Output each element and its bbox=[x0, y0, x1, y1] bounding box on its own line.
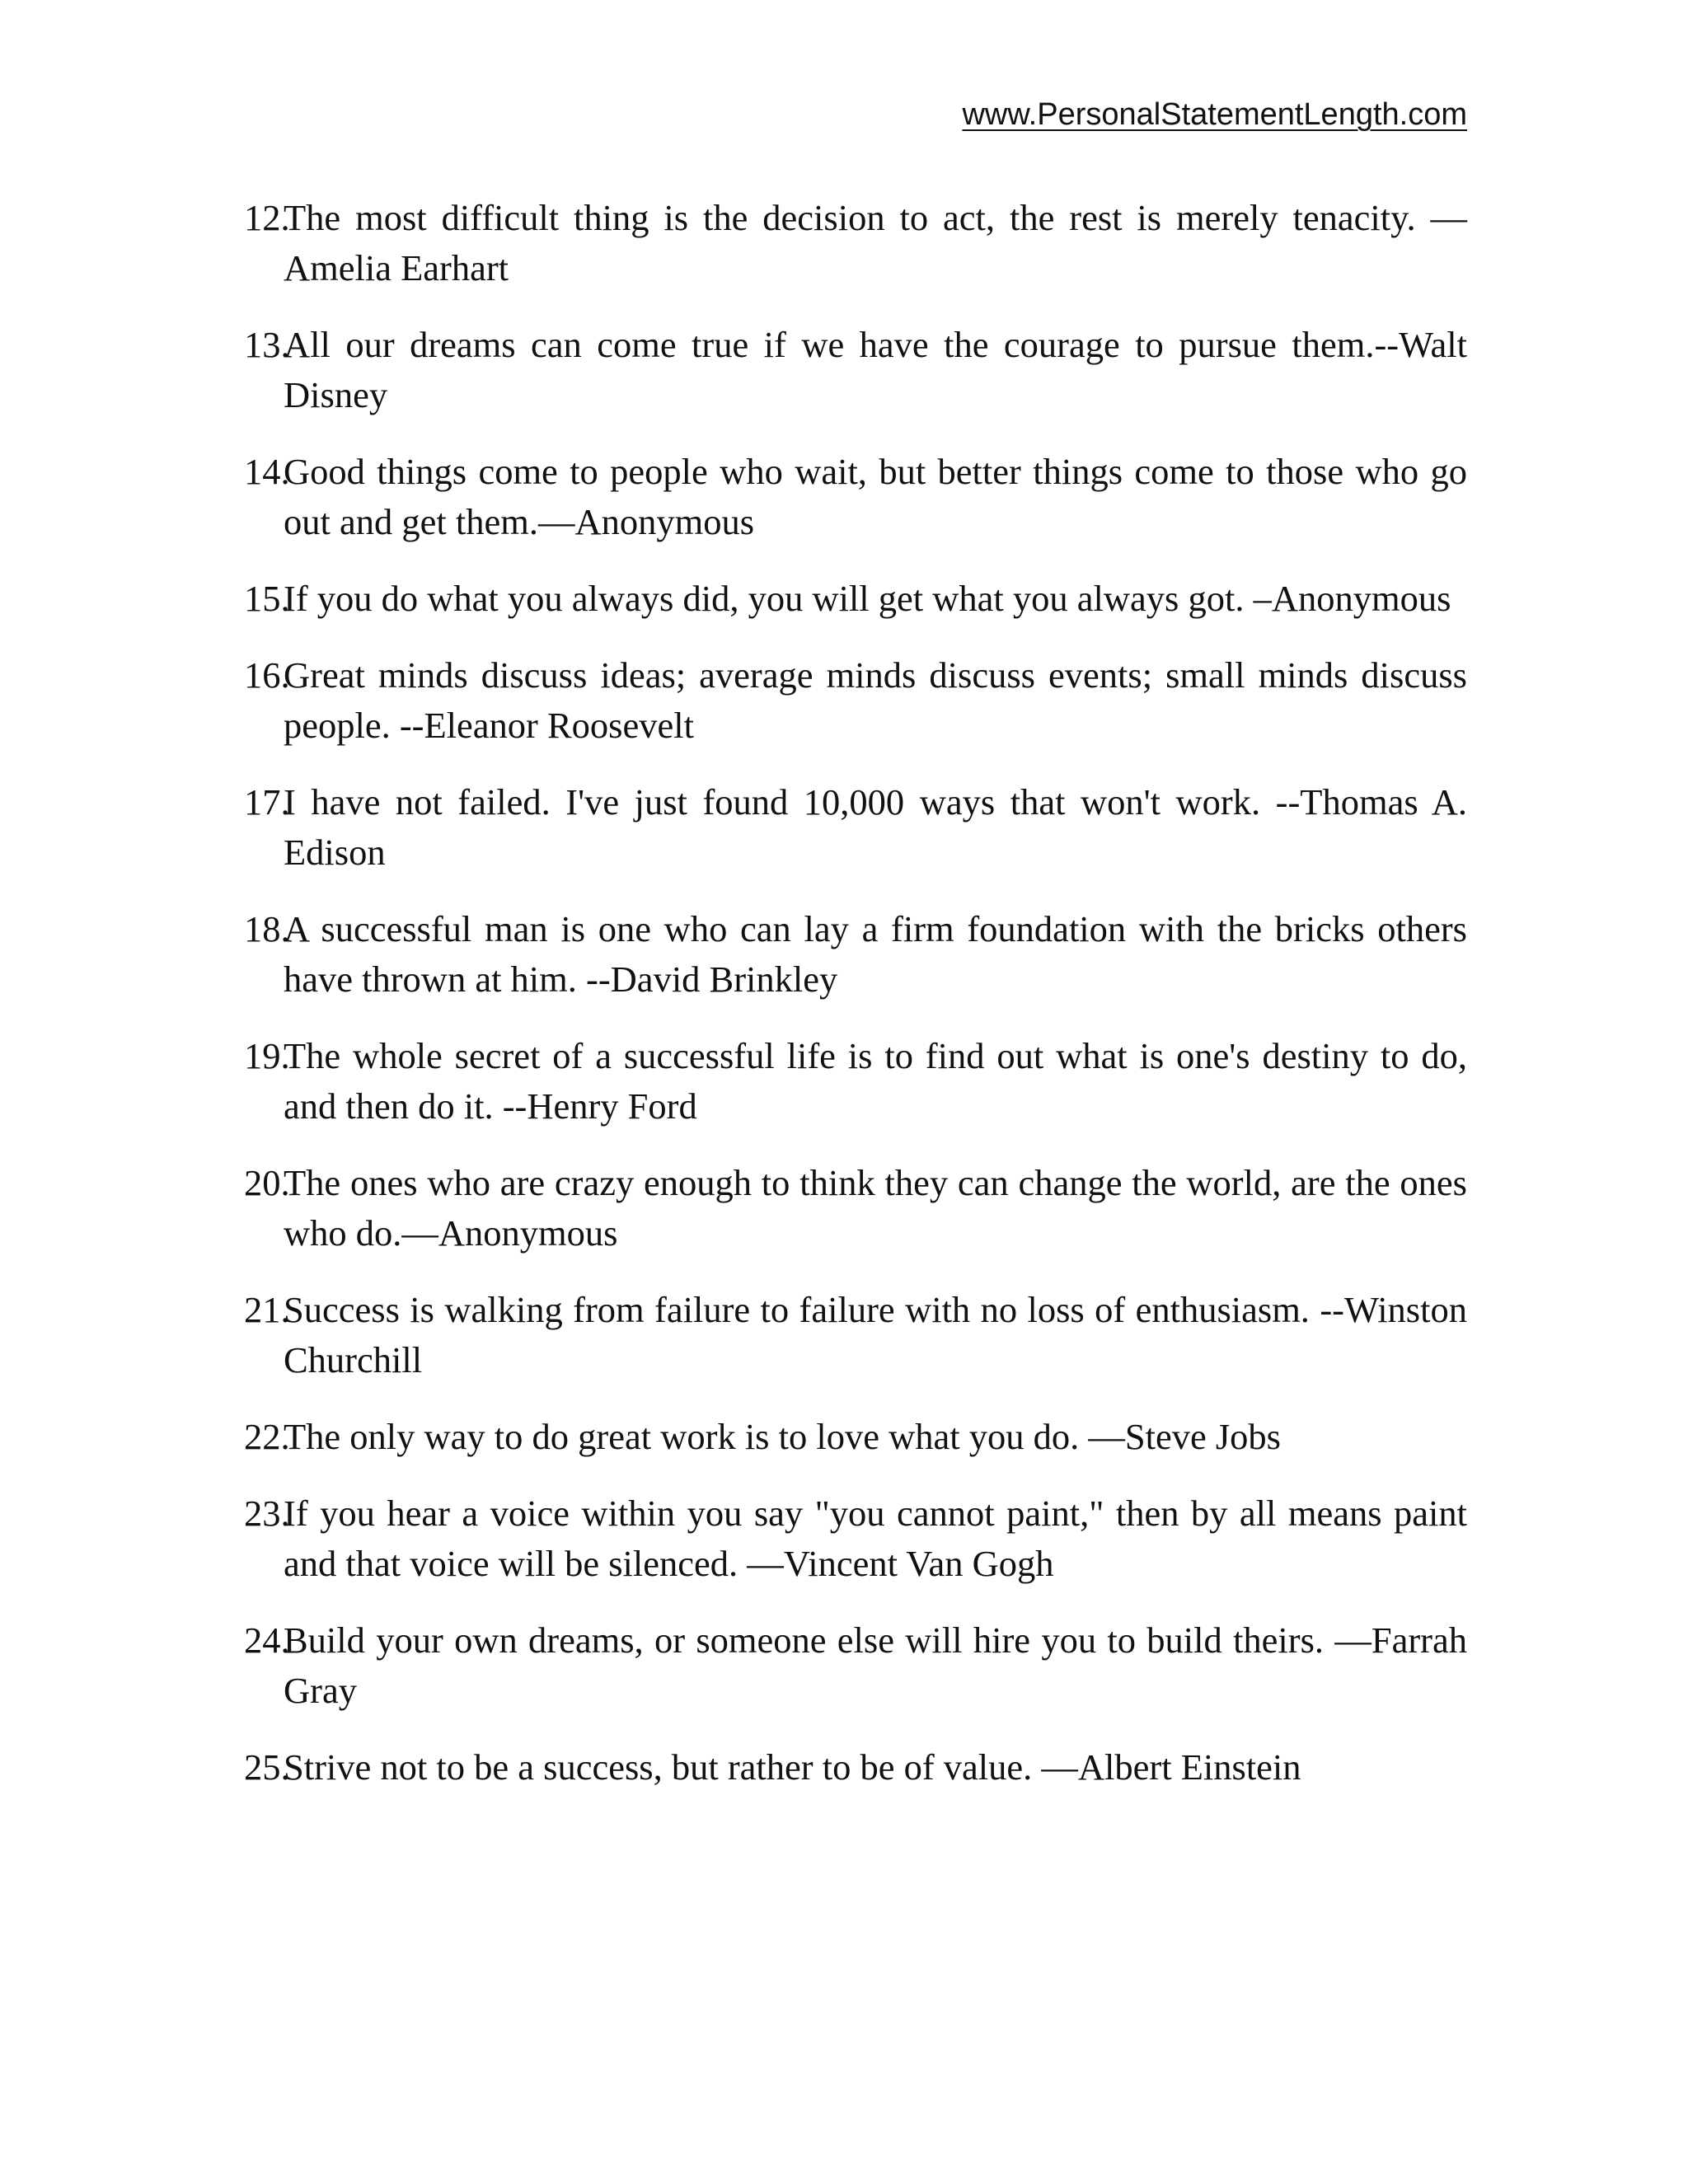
quote-item bbox=[244, 777, 1467, 878]
quote-item bbox=[244, 904, 1467, 1005]
quote-number: 18. bbox=[244, 908, 290, 949]
quote-number: 21. bbox=[244, 1289, 290, 1330]
quote-item bbox=[244, 1488, 1467, 1589]
quote-list bbox=[244, 193, 1467, 1819]
quote-item bbox=[244, 574, 1467, 624]
quote-number: 22. bbox=[244, 1416, 290, 1457]
quote-item bbox=[244, 193, 1467, 293]
quote-item bbox=[244, 1285, 1467, 1385]
quote-text: The only way to do great work is to love what you do. —Steve Jobs bbox=[284, 1416, 1281, 1457]
quote-text: If you hear a voice within you say "you cannot paint," then by all means paint and that voice will be silenced. —Vincent Van Gogh bbox=[284, 1493, 1467, 1584]
site-url-link[interactable]: www.PersonalStatementLength.com bbox=[962, 97, 1467, 132]
quote-text: I have not failed. I've just found 10,000 ways that won't work. --Thomas A. Edison bbox=[284, 781, 1467, 873]
quote-item bbox=[244, 650, 1467, 751]
quote-number: 14. bbox=[244, 451, 290, 492]
quote-text: All our dreams can come true if we have the courage to pursue them.--Walt Disney bbox=[284, 324, 1467, 415]
quote-item bbox=[244, 1031, 1467, 1132]
quote-text: Build your own dreams, or someone else will hire you to build theirs. —Farrah Gray bbox=[284, 1619, 1467, 1711]
quote-number: 23. bbox=[244, 1493, 290, 1534]
quote-item bbox=[244, 447, 1467, 547]
quote-number: 20. bbox=[244, 1162, 290, 1203]
quote-number: 16. bbox=[244, 654, 290, 696]
quote-item bbox=[244, 1615, 1467, 1716]
quote-item bbox=[244, 1158, 1467, 1258]
quote-text: If you do what you always did, you will get what you always got. –Anonymous bbox=[284, 578, 1451, 619]
quote-number: 24. bbox=[244, 1619, 290, 1661]
quote-number: 15. bbox=[244, 578, 290, 619]
quote-item bbox=[244, 1742, 1467, 1793]
quote-number: 12. bbox=[244, 197, 290, 238]
quote-number: 19. bbox=[244, 1035, 290, 1076]
quote-text: The most difficult thing is the decision to act, the rest is merely tenacity. —Amelia Earhart bbox=[284, 197, 1467, 288]
quote-text: Strive not to be a success, but rather to be of value. —Albert Einstein bbox=[284, 1746, 1301, 1788]
quote-text: Success is walking from failure to failure with no loss of enthusiasm. --Winston Churchill bbox=[284, 1289, 1467, 1380]
quote-text: Good things come to people who wait, but better things come to those who go out and get them.—Anonymous bbox=[284, 451, 1467, 542]
quote-text: A successful man is one who can lay a firm foundation with the bricks others have thrown at him. --David Brinkley bbox=[284, 908, 1467, 1000]
quote-number: 25. bbox=[244, 1746, 290, 1788]
quote-text: The whole secret of a successful life is to find out what is one's destiny to do, and then do it. --Henry Ford bbox=[284, 1035, 1467, 1127]
quote-text: The ones who are crazy enough to think they can change the world, are the ones who do.—Anonymous bbox=[284, 1162, 1467, 1254]
quote-text: Great minds discuss ideas; average minds discuss events; small minds discuss people. --Eleanor Roosevelt bbox=[284, 654, 1467, 746]
quote-number: 17. bbox=[244, 781, 290, 823]
quote-number: 13. bbox=[244, 324, 290, 365]
quote-item bbox=[244, 1412, 1467, 1462]
quote-item bbox=[244, 320, 1467, 420]
